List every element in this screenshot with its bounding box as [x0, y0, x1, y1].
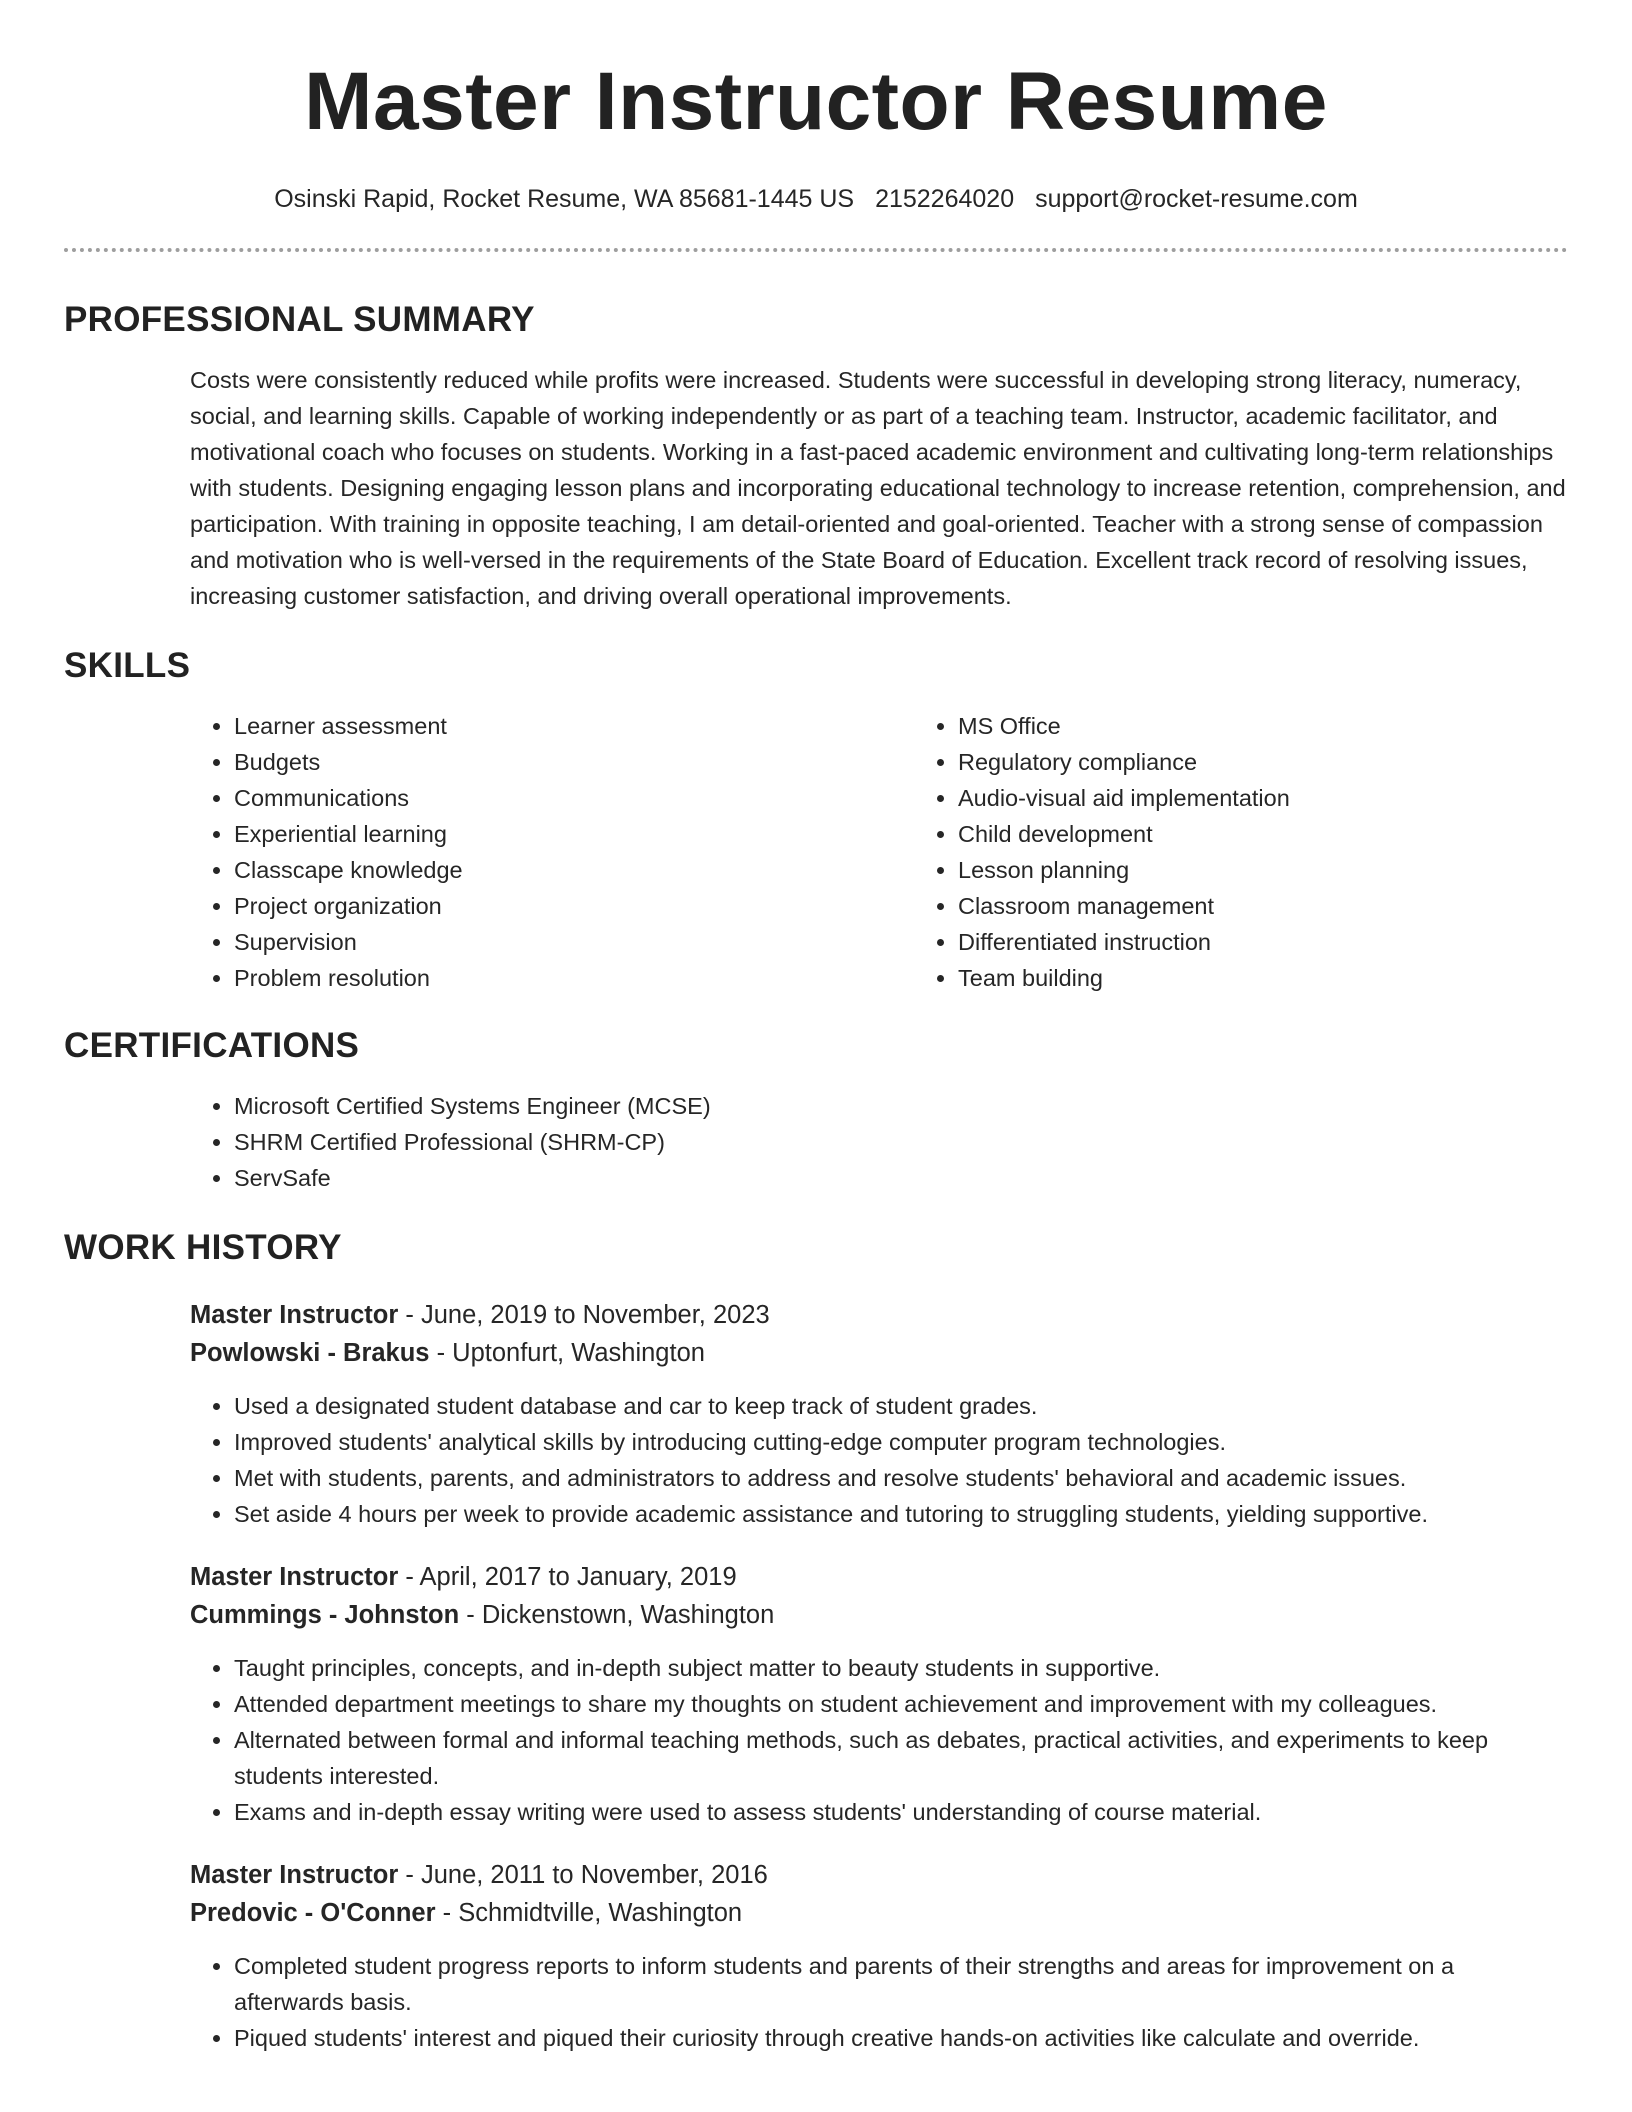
section-title: PROFESSIONAL SUMMARY: [64, 300, 535, 339]
list-item: • Project organization: [234, 888, 914, 924]
job-bullets: [190, 1948, 1568, 2056]
list-item: • Completed student progress reports to inform students and parents of their strengths and areas for improvement on a afterwards basis.: [234, 1948, 1568, 2020]
resume-title: Master Instructor Resume: [304, 56, 1328, 147]
job-entry: [190, 1856, 1568, 2056]
section-work-history: [64, 1226, 1568, 2056]
job-entry: [190, 1296, 1568, 1532]
list-item: • Microsoft Certified Systems Engineer (MCSE): [234, 1088, 1568, 1124]
list-item: • Regulatory compliance: [958, 744, 1568, 780]
list-item: • Taught principles, concepts, and in-depth subject matter to beauty students in supportive.: [234, 1650, 1568, 1686]
section-title: SKILLS: [64, 646, 191, 685]
list-item: • Problem resolution: [234, 960, 914, 996]
job-entry: [190, 1558, 1568, 1830]
job-location: - Dickenstown, Washington: [459, 1601, 775, 1629]
list-item: • Audio-visual aid implementation: [958, 780, 1568, 816]
job-role-line: [190, 1296, 1568, 1334]
job-role: Master Instructor: [190, 1563, 399, 1591]
job-role-line: [190, 1558, 1568, 1596]
section-skills: [64, 644, 1568, 996]
list-item: • Exams and in-depth essay writing were used to assess students' understanding of course material.: [234, 1794, 1568, 1830]
contact-address: Osinski Rapid, Rocket Resume, WA 85681-1445 US: [274, 185, 855, 213]
list-item: • Team building: [958, 960, 1568, 996]
contact-line: [64, 182, 1568, 216]
list-item: • MS Office: [958, 708, 1568, 744]
resume-header: [64, 0, 1568, 252]
list-item: • ServSafe: [234, 1160, 1568, 1196]
job-location: - Uptonfurt, Washington: [429, 1339, 705, 1367]
list-item: • Differentiated instruction: [958, 924, 1568, 960]
section-professional-summary: [64, 298, 1568, 614]
contact-email: support@rocket-resume.com: [1035, 185, 1358, 213]
list-item: • Learner assessment: [234, 708, 914, 744]
job-company: Predovic - O'Conner: [190, 1899, 436, 1927]
list-item: • Used a designated student database and car to keep track of student grades.: [234, 1388, 1568, 1424]
list-item: • Classroom management: [958, 888, 1568, 924]
list-item: • Communications: [234, 780, 914, 816]
skills-list-left: [190, 708, 914, 996]
job-company: Cummings - Johnston: [190, 1601, 460, 1629]
job-company-line: [190, 1334, 1568, 1372]
list-item: • SHRM Certified Professional (SHRM-CP): [234, 1124, 1568, 1160]
list-item: • Classcape knowledge: [234, 852, 914, 888]
certifications-list: [190, 1088, 1568, 1196]
list-item: • Experiential learning: [234, 816, 914, 852]
section-title: WORK HISTORY: [64, 1228, 342, 1267]
job-company-line: [190, 1894, 1568, 1932]
job-company-line: [190, 1596, 1568, 1634]
list-item: • Child development: [958, 816, 1568, 852]
list-item: • Alternated between formal and informal teaching methods, such as debates, practical activities, and experiments to keep students interested.: [234, 1722, 1568, 1794]
list-item: • Supervision: [234, 924, 914, 960]
list-item: • Piqued students' interest and piqued their curiosity through creative hands-on activities like calculate and override.: [234, 2020, 1568, 2056]
header-divider: [64, 248, 1568, 252]
section-certifications: [64, 1024, 1568, 1196]
list-item: • Lesson planning: [958, 852, 1568, 888]
job-dates: - June, 2019 to November, 2023: [398, 1301, 770, 1329]
list-item: • Met with students, parents, and administrators to address and resolve students' behavioral and academic issues.: [234, 1460, 1568, 1496]
section-title: CERTIFICATIONS: [64, 1026, 360, 1065]
list-item: • Set aside 4 hours per week to provide academic assistance and tutoring to struggling students, yielding supportive.: [234, 1496, 1568, 1532]
job-bullets: [190, 1388, 1568, 1532]
job-dates: - April, 2017 to January, 2019: [398, 1563, 737, 1591]
contact-phone: 2152264020: [875, 185, 1015, 213]
job-company: Powlowski - Brakus: [190, 1339, 430, 1367]
job-role: Master Instructor: [190, 1861, 399, 1889]
job-dates: - June, 2011 to November, 2016: [398, 1861, 768, 1889]
list-item: • Budgets: [234, 744, 914, 780]
job-bullets: [190, 1650, 1568, 1830]
summary-text: Costs were consistently reduced while profits were increased. Students were successful in developing strong literacy, numeracy, social, and learning skills. Capable of working independently or as part of a teaching team. Instructor, academic facilitator, and motivational coach who focuses on students. Working in a fast-paced academic environment and cultivating long-term relationships with students. Designing engaging lesson plans and incorporating educational technology to increase retention, comprehension, and participation. With training in opposite teaching, I am detail-oriented and goal-oriented. Teacher with a strong sense of compassion and motivation who is well-versed in the requirements of the State Board of Education. Excellent track record of resolving issues, increasing customer satisfaction, and driving overall operational improvements.: [190, 367, 1566, 609]
job-role-line: [190, 1856, 1568, 1894]
job-role: Master Instructor: [190, 1301, 399, 1329]
job-location: - Schmidtville, Washington: [435, 1899, 743, 1927]
skills-list-right: [914, 708, 1568, 996]
list-item: • Attended department meetings to share my thoughts on student achievement and improvement with my colleagues.: [234, 1686, 1568, 1722]
list-item: • Improved students' analytical skills by introducing cutting-edge computer program technologies.: [234, 1424, 1568, 1460]
